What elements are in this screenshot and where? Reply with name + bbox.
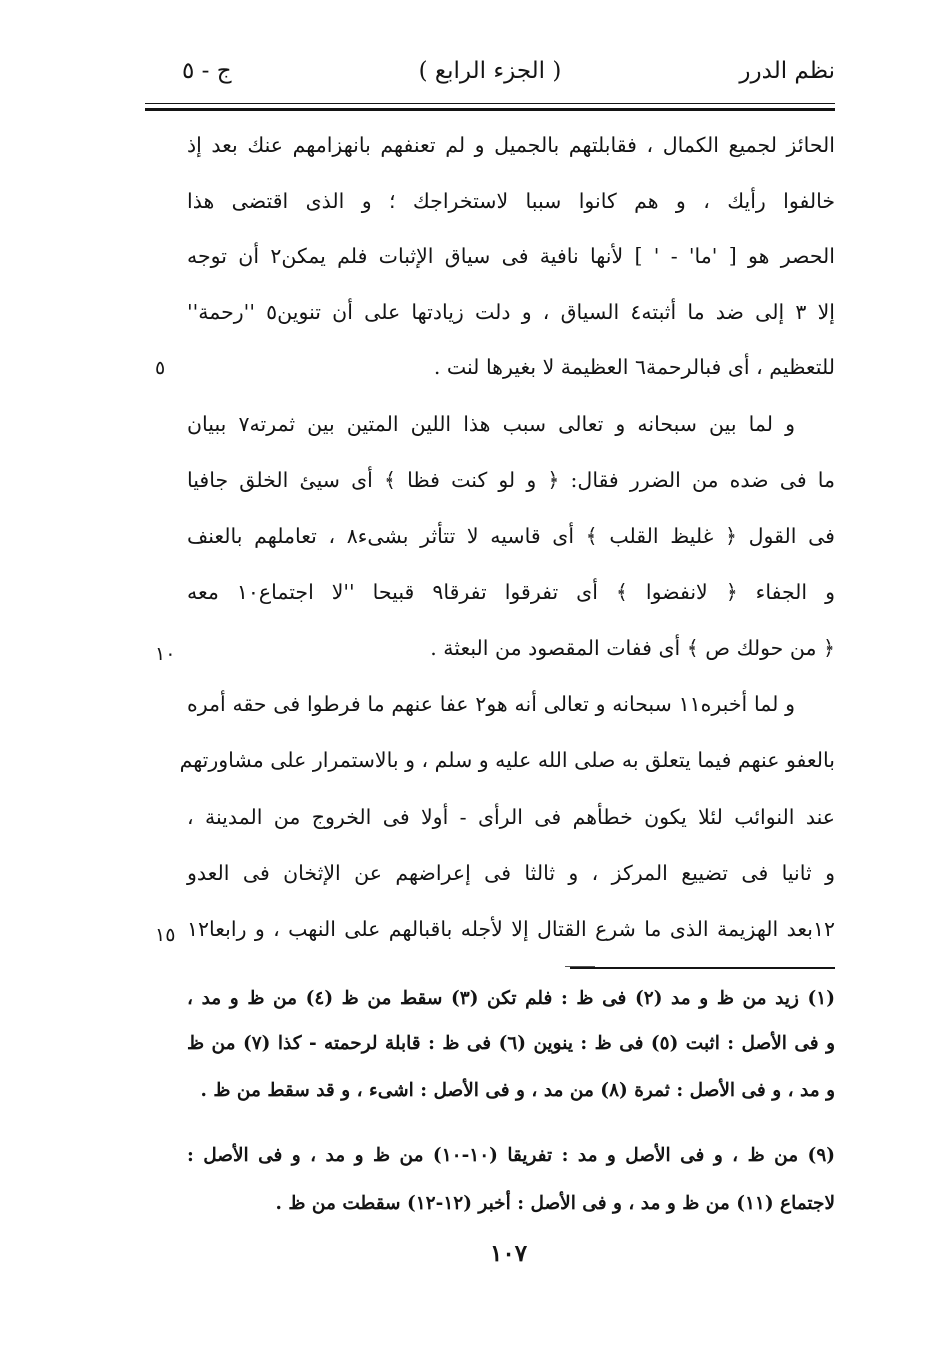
body-line: و ثانيا فى تضييع المركز ، و ثالثا فى إعراضهم عن الإثخان فى العدو bbox=[187, 861, 835, 885]
body-line: و لما أخبره١١ سبحانه و تعالى أنه هو٢ عفا عنهم ما فرطوا فى حقه أمره bbox=[187, 692, 795, 716]
chapter-reference: ج - ٥ bbox=[182, 58, 232, 84]
header-rule-thin bbox=[145, 103, 835, 104]
footnote-line: لاجتماع (١١) من ظ و مد ، و فى الأصل : أخبر (١٢-١٢) سقطت من ظ . bbox=[275, 1193, 835, 1214]
body-line: عند النوائب لئلا يكون خطأهم فى الرأى - أولا فى الخروج من المدينة ، bbox=[187, 805, 835, 829]
body-line: للتعظيم ، أى فبالرحمة٦ العظيمة لا بغيرها لنت . bbox=[433, 355, 835, 379]
body-line: ١٢بعد الهزيمة الذى ما شرع القتال إلا لأجله باقبالهم على النهب ، و رابعا١٢ bbox=[187, 917, 835, 941]
body-line: ما فى ضده من الضرر فقال: ﴿ و لو كنت فظا ﴾ أى سيئ الخلق جافيا bbox=[187, 468, 835, 492]
body-line: الحائز لجميع الكمال ، فقابلتهم بالجميل و لم تعنفهم بانهزامهم عنك بعد إذ bbox=[187, 133, 835, 157]
body-line: ﴿ من حولك ص ﴾ أى ففات المقصود من البعثة . bbox=[430, 636, 835, 660]
part-title: ( الجزء الرابع ) bbox=[418, 58, 562, 84]
body-line: خالفوا رأيك ، و هم كانوا سببا لاستخراجك ؛ و الذى اقتضى هذا bbox=[187, 189, 835, 213]
line-marker-10: ١٠ bbox=[155, 643, 176, 665]
body-line: الحصر هو [ 'ما' - ' ] لأنها نافية فى سياق الإثبات فلم يمكن٢ أن توجه bbox=[187, 244, 835, 268]
footnote-line: (١) زيد من ظ و مد (٢) فى ظ : فلم تكن (٣) سقط من ظ (٤) من ظ و مد ، bbox=[187, 988, 835, 1009]
header-rule-thick bbox=[145, 108, 835, 111]
body-line: و لما بين سبحانه و تعالى سبب هذا اللين المتين بين ثمرته٧ ببيان bbox=[187, 412, 795, 436]
footnote-line: و مد ، و فى الأصل : ثمرة (٨) من مد ، و فى الأصل : اشىء ، و قد سقط من ظ . bbox=[200, 1080, 835, 1101]
body-line: فى القول ﴿ غليظ القلب ﴾ أى قاسيه لا تتأثر بشىء٨ ، تعاملهم بالعنف bbox=[187, 524, 835, 548]
body-line: إلا ٣ إلى ضد ما أثبته٤ السياق ، و دلت زيادتها على أن تنوين٥ ''رحمة'' bbox=[187, 300, 835, 324]
line-marker-15: ١٥ bbox=[155, 924, 176, 946]
line-marker-5: ٥ bbox=[155, 357, 166, 379]
page-number: ١٠٧ bbox=[490, 1240, 528, 1267]
footnote-line: و فى الأصل : اثبت (٥) فى ظ : ينوين (٦) فى ظ : قابلة لرحمته - كذا (٧) من ظ bbox=[187, 1033, 835, 1054]
body-line: و الجفاء ﴿ لانفضوا ﴾ أى تفرقوا تفرقا٩ قبيحا ''لا اجتماع١٠ معه bbox=[187, 580, 835, 604]
body-line: بالعفو عنهم فيما يتعلق به صلى الله عليه و سلم ، و بالاستمرار على مشاورتهم bbox=[179, 748, 835, 772]
book-title: نظم الدرر bbox=[739, 58, 835, 84]
footnote-line: (٩) من ظ ، و فى الأصل و مد : تفريقا (١٠-١٠) من ظ و مد ، و فى الأصل : bbox=[187, 1145, 836, 1166]
footnote-rule bbox=[570, 967, 835, 969]
